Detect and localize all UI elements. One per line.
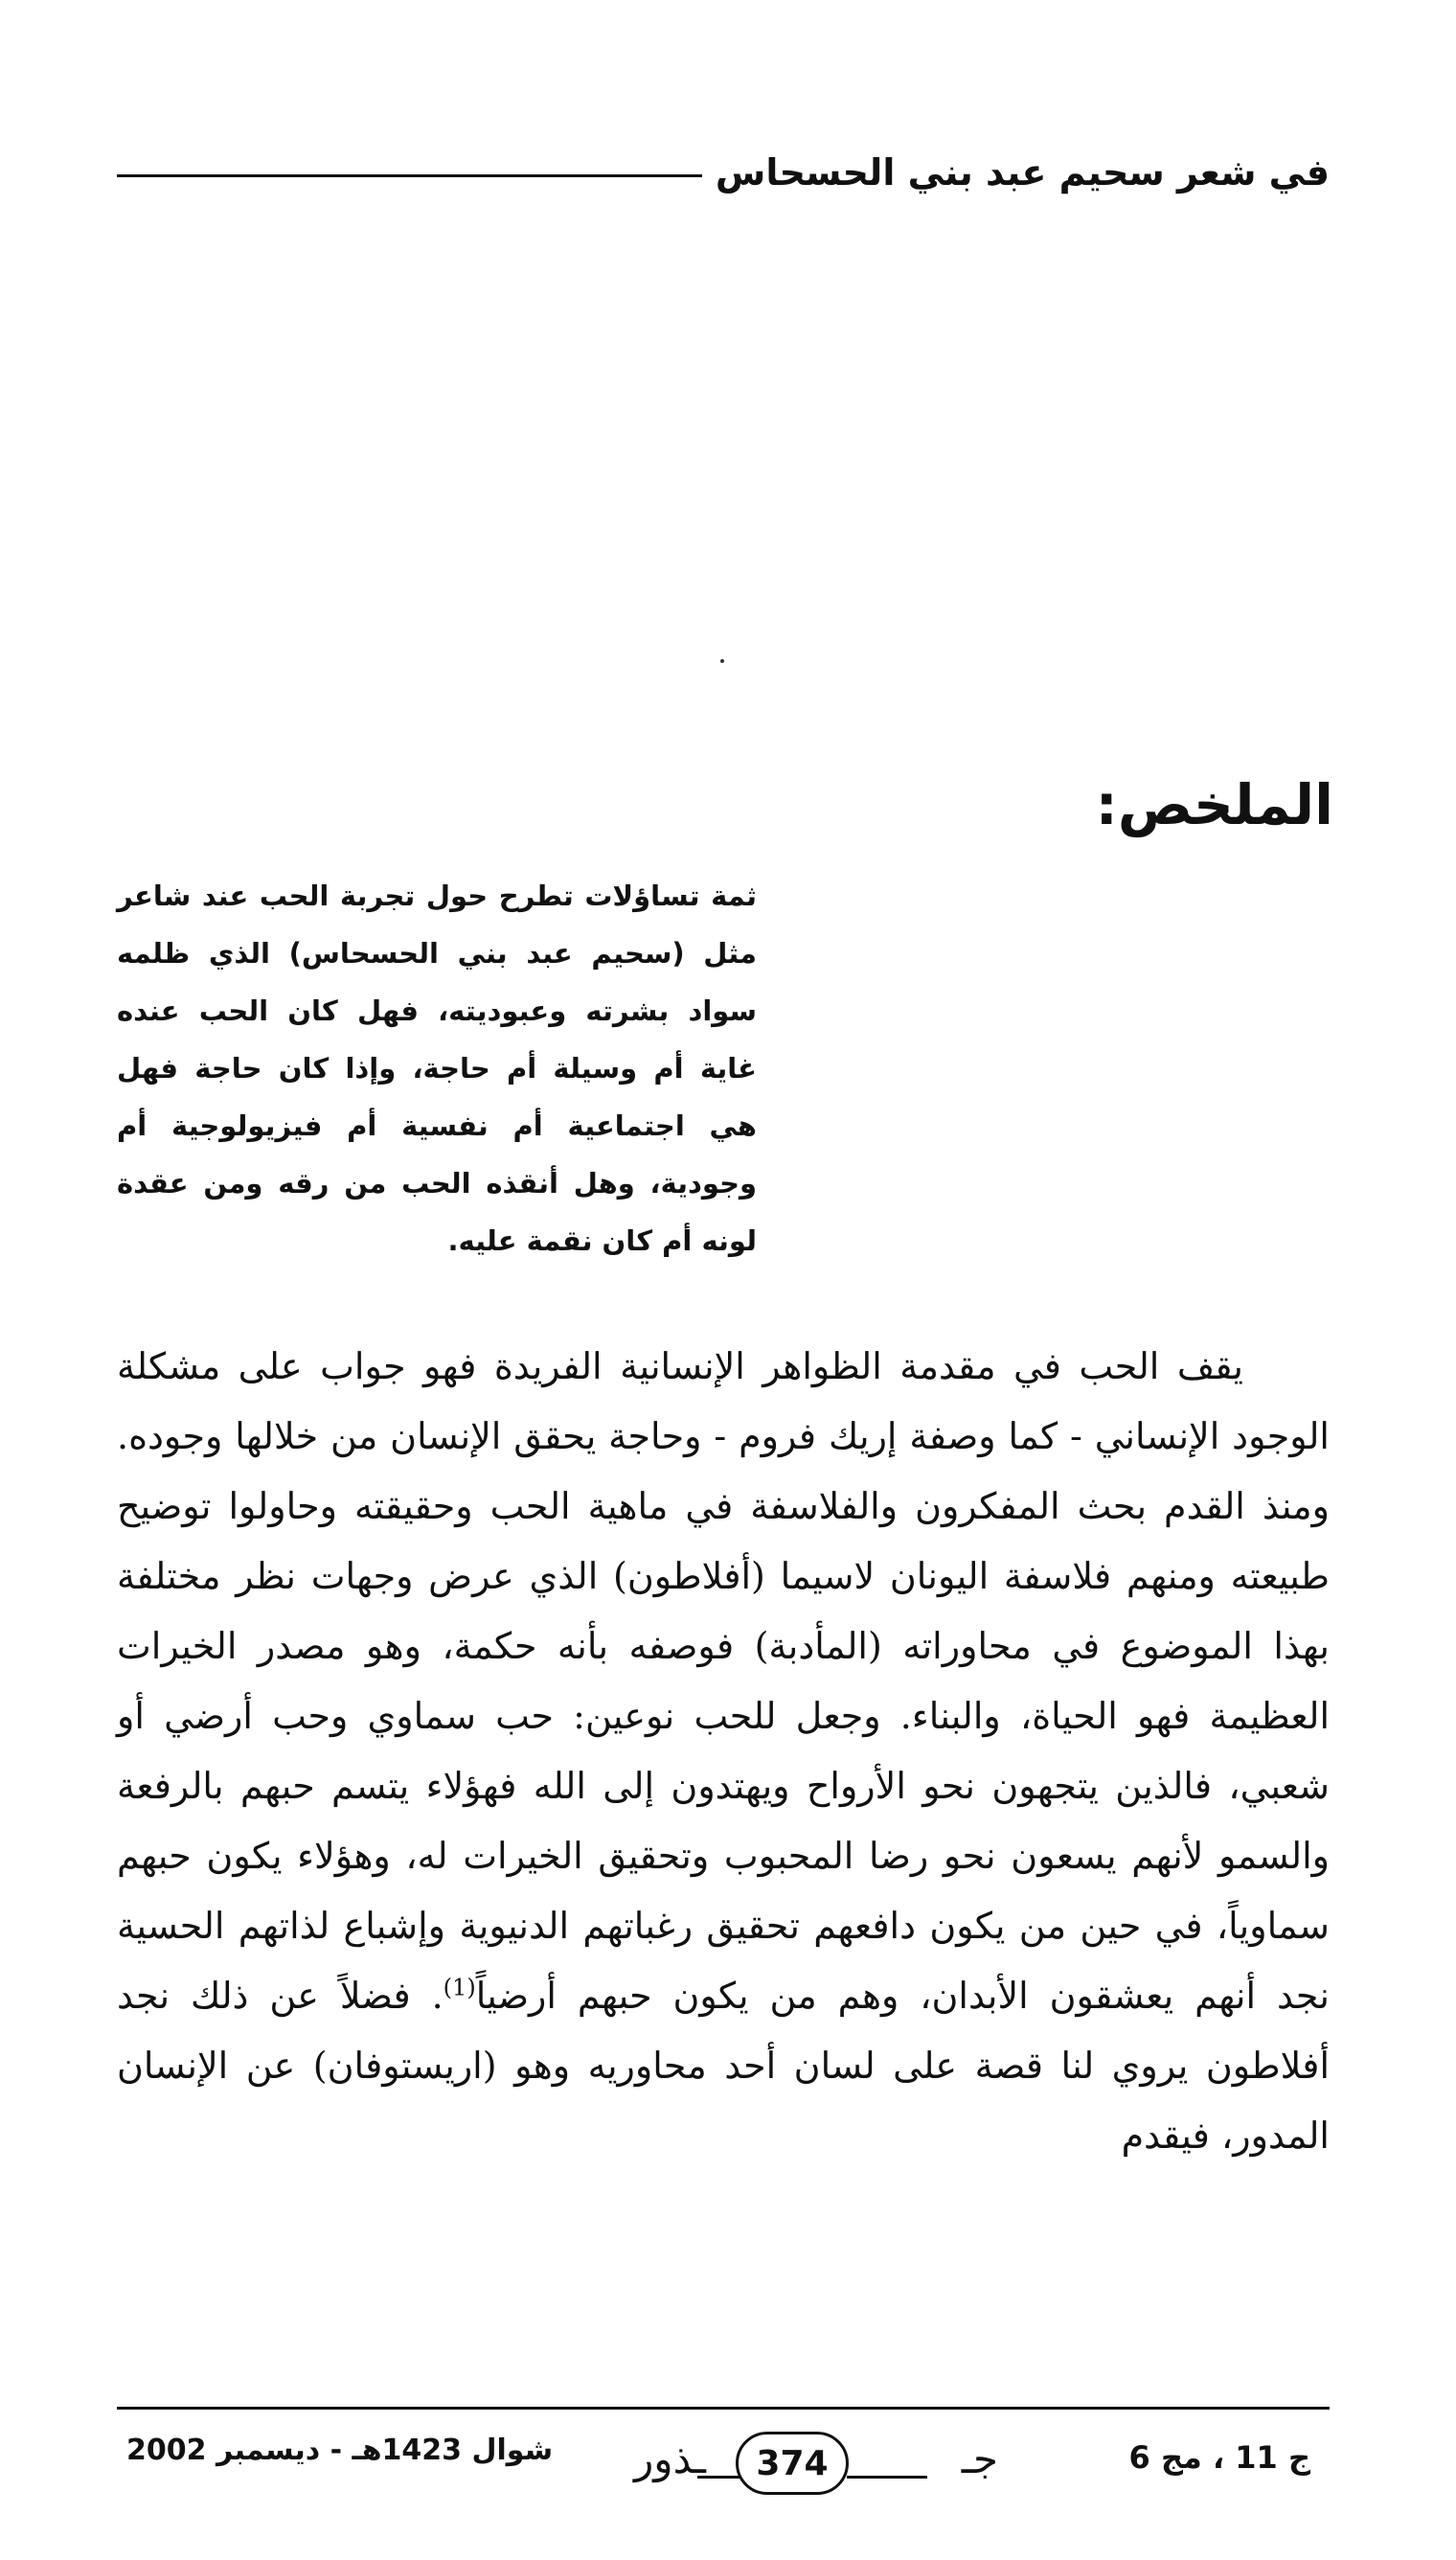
footer-date: شوال 1423هـ - ديسمبر 2002 (126, 2434, 554, 2467)
page-footer (117, 2424, 1330, 2510)
journal-stroke-right (847, 2476, 927, 2479)
header-rule (117, 174, 702, 177)
running-header (117, 144, 1330, 201)
stray-mark (720, 659, 724, 663)
body-paragraph (117, 1332, 1330, 2171)
body-text-part-1: يقف الحب في مقدمة الظواهر الإنسانية الفريدة فهو جواب على مشكلة الوجود الإنساني - كما وصفة إريك فروم - وحاجة يحقق الإنسان من خلالها وجوده. ومنذ القدم بحث المفكرون والفلاسفة في ماهية الحب وحقيقته وحاولوا توضيح طبيعته ومنهم فلاسفة اليونان لاسيما (أفلاطون) الذي عرض وجهات نظر مختلفة بهذا الموضوع في محاوراته (المأدبة) فوصفه بأنه حكمة، وهو مصدر الخيرات العظيمة فهو الحياة، والبناء. وجعل للحب نوعين: حب سماوي وحب أرضي أو شعبي، فالذين يتجهون نحو الأرواح ويهتدون إلى الله فهؤلاء يتسم حبهم بالرفعة والسمو لأنهم يسعون نحو رضا المحبوب وتحقيق الخيرات له، وهؤلاء يكون حبهم سماوياً، في حين من يكون دافعهم تحقيق رغباتهم الدنيوية وإشباع لذاتهم الحسية نجد أنهم يعشقون الأبدان، وهم من يكون حبهم أرضياً (117, 1345, 1331, 2017)
page-number: 374 (736, 2432, 849, 2495)
running-title: في شعر سحيم عبد بني الحسحاس (715, 151, 1330, 194)
journal-name-right: جـ (961, 2435, 998, 2482)
footer-volume: ج 11 ، مج 6 (1128, 2439, 1310, 2476)
abstract-text: ثمة تساؤلات تطرح حول تجربة الحب عند شاعر مثل (سحيم عبد بني الحسحاس) الذي ظلمه سواد بشرته وعبوديته، فهل كان الحب عنده غاية أم وسيلة أم حاجة، وإذا كان حاجة فهل هي اجتماعية أم نفسية أم فيزيولوجية أم وجودية، وهل أنقذه الحب من رقه ومن عقدة لونه أم كان نقمة عليه. (117, 880, 757, 1257)
abstract-heading: الملخص: (1095, 772, 1333, 837)
journal-logo (634, 2424, 998, 2501)
footnote-reference[interactable]: (1) (443, 1974, 476, 2001)
footer-rule (117, 2407, 1330, 2410)
journal-stroke-left (697, 2476, 739, 2479)
body-text-part-2: . فضلاً عن ذلك نجد أفلاطون يروي لنا قصة على لسان أحد محاوريه وهو (اريستوفان) عن الإنسان المدور، فيقدم (117, 1975, 1330, 2157)
journal-name-left: ـذور (634, 2435, 706, 2482)
